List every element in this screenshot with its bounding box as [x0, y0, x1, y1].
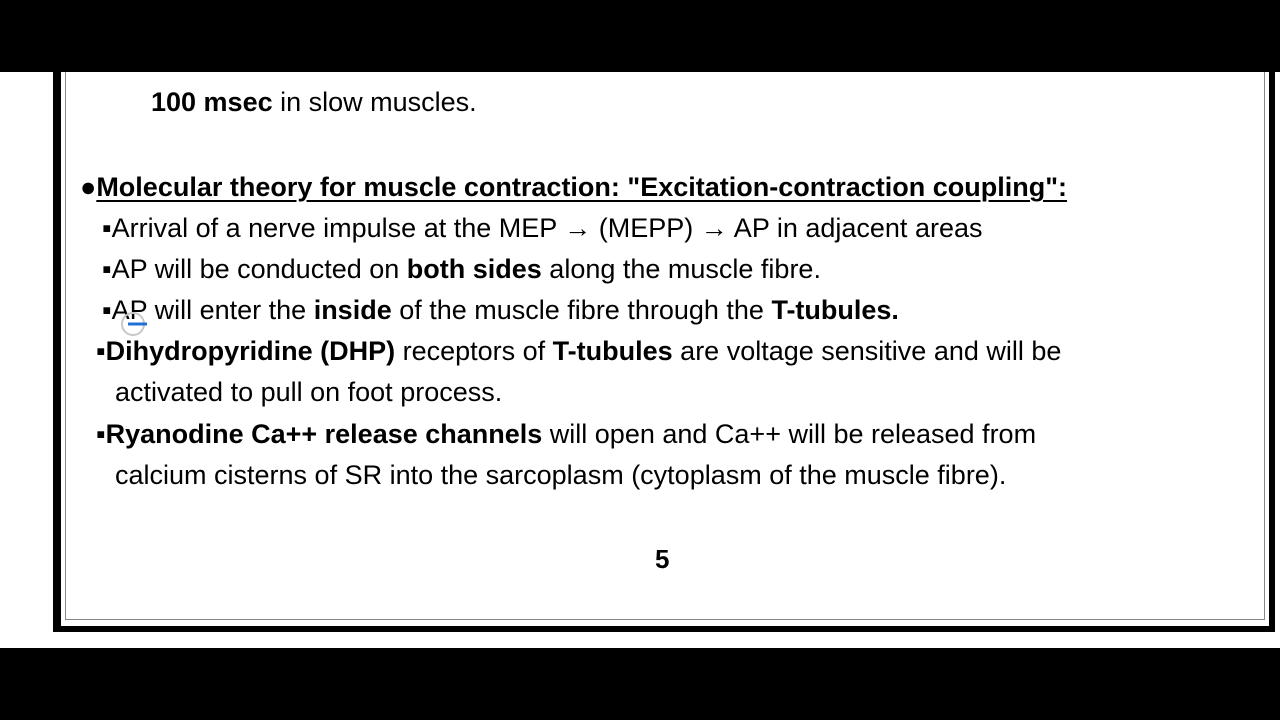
previous-line-text: in slow muscles.: [272, 87, 477, 117]
heading-bullet: ●: [80, 172, 97, 202]
bullet-text: are voltage sensitive and will be: [672, 336, 1062, 366]
bullet-text: AP will be conducted on: [111, 254, 407, 284]
bullet-text: activated to pull on foot process.: [115, 377, 503, 407]
bullet-bold-text: T-tubules: [552, 336, 673, 366]
bullet-bold-text: inside: [313, 295, 392, 325]
bullet-item-1: [102, 212, 982, 244]
bullet-text: Arrival of a nerve impulse at the MEP: [111, 213, 565, 243]
bullet-item-5-continuation: [115, 459, 1006, 491]
bullet-marker: ▪: [96, 419, 106, 449]
slide-page: [0, 72, 1280, 648]
arrow-right-icon: →: [700, 213, 728, 243]
bullet-text: along the muscle fibre.: [541, 254, 821, 284]
bullet-text: AP in adjacent areas: [727, 213, 983, 243]
previous-line-bold: 100 msec: [151, 87, 273, 117]
section-heading: [80, 171, 1067, 203]
page-number: 5: [655, 544, 670, 574]
bullet-item-2: [102, 253, 821, 285]
arrow-right-icon: →: [564, 213, 592, 243]
previous-line: [151, 86, 477, 118]
bullet-item-5: [96, 418, 1036, 450]
pen-cursor-icon: [120, 311, 150, 337]
bullet-text: receptors of: [395, 336, 553, 366]
bullet-item-4-continuation: [115, 376, 502, 408]
letterbox-bottom: [0, 648, 1280, 720]
bullet-marker: ▪: [102, 213, 112, 243]
bullet-bold-text: Dihydropyridine (DHP): [105, 336, 396, 366]
bullet-text: of the muscle fibre through the: [391, 295, 772, 325]
bullet-marker: ▪: [102, 295, 112, 325]
bullet-marker: ▪: [102, 254, 112, 284]
bullet-marker: ▪: [96, 336, 106, 366]
letterbox-top: [0, 0, 1280, 72]
bullet-item-3: [102, 294, 899, 326]
bullet-text: AP will enter the: [111, 295, 314, 325]
bullet-text: calcium cisterns of SR into the sarcoplasm (cytoplasm of the muscle fibre).: [115, 460, 1007, 490]
bullet-text: (MEPP): [591, 213, 701, 243]
bullet-bold-text: Ryanodine Ca++ release channels: [105, 419, 543, 449]
bullet-text: will open and Ca++ will be released from: [542, 419, 1037, 449]
bullet-bold-text: both sides: [406, 254, 542, 284]
bullet-bold-text: T-tubules.: [771, 295, 899, 325]
bullet-item-4: [96, 335, 1061, 367]
heading-text: Molecular theory for muscle contraction: "Excitation-contraction coupling":: [96, 172, 1068, 202]
